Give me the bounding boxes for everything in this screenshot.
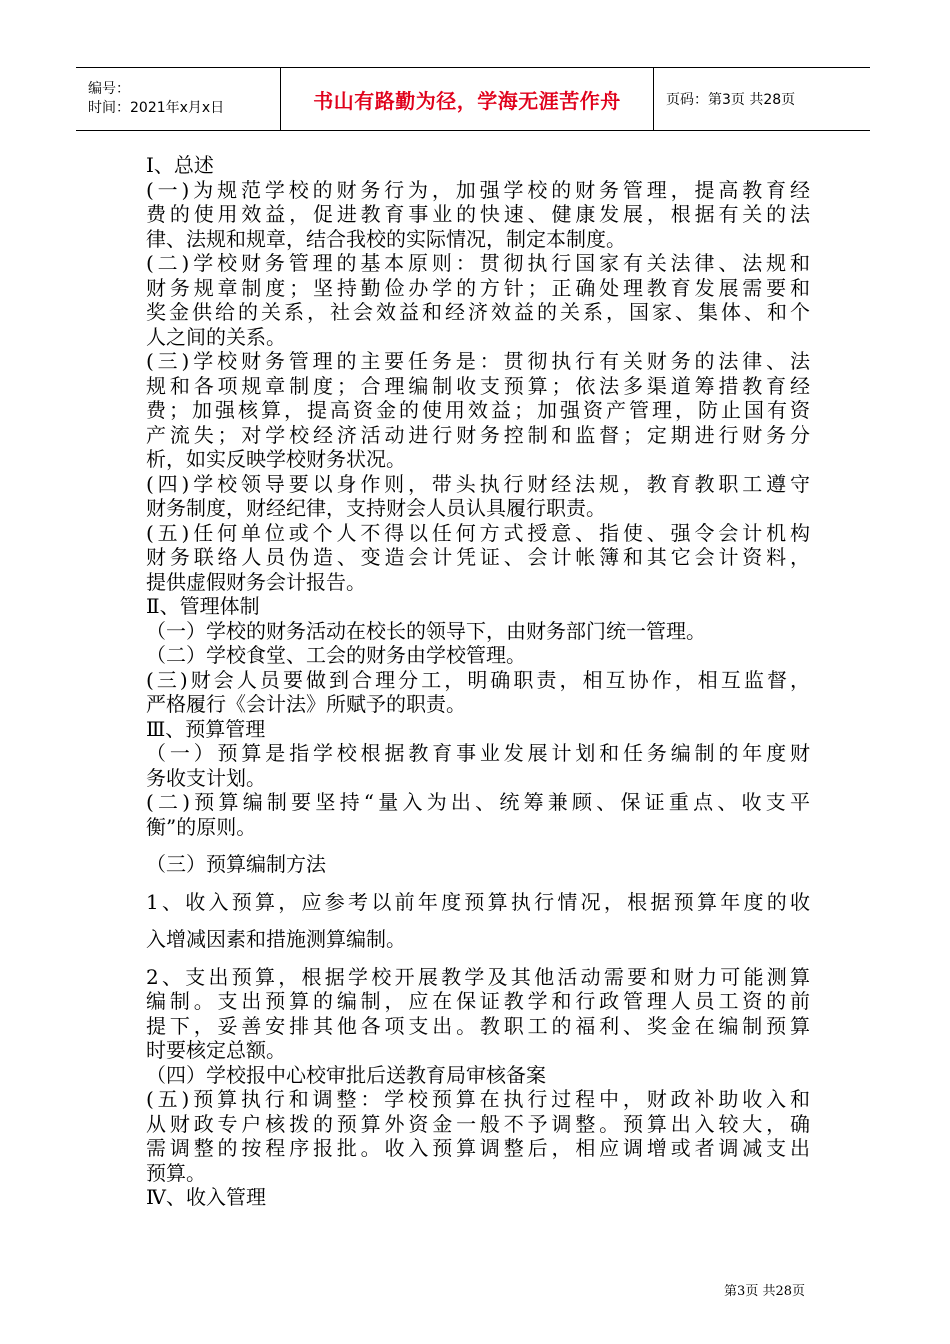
header-page-number: 页码：第3页 共28页	[666, 92, 796, 108]
body-text-line: 规和各项规章制度；合理编制收支预算；依法多渠道筹措教育经	[146, 373, 810, 398]
body-text-line: 奖金供给的关系，社会效益和经济效益的关系，国家、集体、和个	[146, 300, 810, 324]
body-text-line: Ⅱ、管理体制	[146, 594, 260, 618]
paragraph-gap	[146, 914, 810, 927]
header-info-cell	[76, 68, 281, 130]
body-text-line: 析，如实反映学校财务状况。	[146, 447, 406, 471]
body-text-line: Ⅲ、预算管理	[146, 716, 266, 741]
header-motto: 书山有路勤为径，学海无涯苦作舟	[313, 88, 621, 113]
page-footer	[724, 1280, 805, 1299]
page-header	[76, 67, 870, 131]
body-text-line: （一）学校的财务活动在校长的领导下，由财务部门统一管理。	[146, 618, 706, 643]
body-text-line: 财务制度，财经纪律，支持财会人员认具履行职责。	[146, 496, 606, 520]
body-text-line: (二)预算编制要坚持“量入为出、统筹兼顾、保证重点、收支平	[146, 790, 810, 814]
body-text-line: 衡”的原则。	[146, 814, 257, 839]
body-text-line: （三）预算编制方法	[146, 852, 326, 876]
body-text-line: 提下，妥善安排其他各项支出。教职工的福利、奖金在编制预算	[146, 1013, 810, 1038]
paragraph-gap	[146, 877, 810, 890]
body-text-line: 1、收入预算，应参考以前年度预算执行情况，根据预算年度的收	[146, 889, 810, 914]
body-text-line: 严格履行《会计法》所赋予的职责。	[146, 692, 466, 716]
body-text-line: 2、支出预算，根据学校开展教学及其他活动需要和财力可能测算	[146, 964, 810, 989]
paragraph-gap	[146, 839, 810, 852]
body-text-line: (四)学校领导要以身作则，带头执行财经法规，教育教职工遵守	[146, 471, 810, 496]
body-text-line: 时要核定总额。	[146, 1038, 286, 1062]
body-text-line: Ⅳ、收入管理	[146, 1185, 266, 1209]
body-text-line: 律、法规和规章，结合我校的实际情况，制定本制度。	[146, 226, 626, 251]
body-text-line: （一）预算是指学校根据教育事业发展计划和任务编制的年度财	[146, 741, 810, 765]
document-time-label: 时间：2021年x月x日	[88, 100, 225, 116]
body-text-line: 提供虚假财务会计报告。	[146, 569, 366, 594]
body-text-line: 编制。支出预算的编制，应在保证教学和行政管理人员工资的前	[146, 989, 810, 1013]
body-text-line: (三)学校财务管理的主要任务是：贯彻执行有关财务的法律、法	[146, 349, 810, 373]
body-text-line: (二)学校财务管理的基本原则：贯彻执行国家有关法律、法规和	[146, 251, 810, 275]
body-text-line: 需调整的按程序报批。收入预算调整后，相应调增或者调减支出	[146, 1136, 810, 1160]
body-text-line: 务收支计划。	[146, 765, 266, 790]
body-text-line: (五)任何单位或个人不得以任何方式授意、指使、强令会计机构	[146, 520, 810, 545]
body-text-line: 产流失；对学校经济活动进行财务控制和监督；定期进行财务分	[146, 422, 810, 447]
body-text-line: 人之间的关系。	[146, 324, 286, 349]
body-text-line: 费；加强核算，提高资金的使用效益；加强资产管理，防止国有资	[146, 398, 810, 422]
header-motto-cell	[281, 68, 654, 130]
body-text-line: (一)为规范学校的财务行为，加强学校的财务管理，提高教育经	[146, 177, 810, 202]
body-text-line: （二）学校食堂、工会的财务由学校管理。	[146, 643, 526, 667]
paragraph-gap	[146, 952, 810, 965]
body-text-line: (五)预算执行和调整：学校预算在执行过程中，财政补助收入和	[146, 1087, 810, 1111]
header-page-cell	[654, 68, 870, 130]
body-text-line: （四）学校报中心校审批后送教育局审核备案	[146, 1062, 546, 1087]
footer-page-number: 第3页 共28页	[724, 1284, 805, 1299]
body-text-line: 财务联络人员伪造、变造会计凭证、会计帐簿和其它会计资料，	[146, 545, 810, 569]
body-text-line: 入增减因素和措施测算编制。	[146, 927, 406, 951]
document-body	[146, 153, 810, 1210]
body-text-line: (三)财会人员要做到合理分工，明确职责，相互协作，相互监督，	[146, 667, 810, 692]
body-text-line: 费的使用效益，促进教育事业的快速、健康发展，根据有关的法	[146, 202, 810, 226]
body-text-line: 预算。	[146, 1160, 206, 1185]
document-number-label: 编号：	[88, 81, 130, 97]
body-text-line: 从财政专户核拨的预算外资金一般不予调整。预算出入较大，确	[146, 1111, 810, 1136]
body-text-line: 财务规章制度；坚持勤俭办学的方针；正确处理教育发展需要和	[146, 275, 810, 300]
body-text-line: Ⅰ、总述	[146, 153, 214, 177]
